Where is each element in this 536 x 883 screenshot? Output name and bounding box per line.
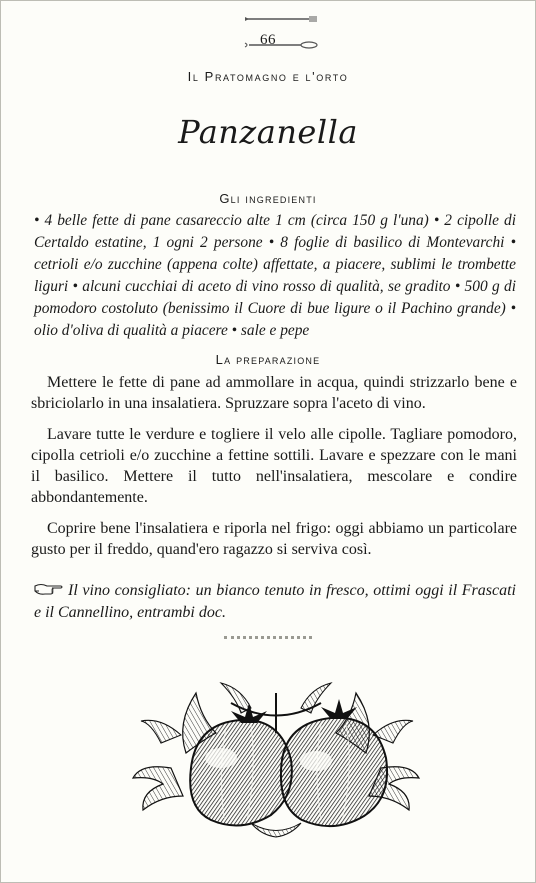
- preparation-text: [31, 372, 517, 570]
- ingredients-list: • 4 belle fette di pane casareccio alte 1 cm (circa 150 g l'una) • 2 cipolle di Certaldo estatine, 1 ogni 2 persone • 8 foglie di basilico di Montevarchi • cetrioli e/o zucchine (appena colte) affettate, a piacere, sublimi le trombette liguri • alcuni cucchiai di aceto di vino rosso di qualità, se gradito • 500 g di pomodoro costoluto (benissimo il Cuore di bue ligure o il Pachino grande) • olio d'oliva di qualità a piacere • sale e pepe: [34, 212, 516, 339]
- preparation-paragraph: Mettere le fette di pane ad ammollare in acqua, quindi strizzarlo bene e sbriciolarlo in una insalatiera. Spruzzare sopra l'aceto di vino.: [31, 374, 517, 412]
- preparation-paragraph: Coprire bene l'insalatiera e riporla nel frigo: oggi abbiamo un particolare gusto per il freddo, quand'ero ragazzo si serviva così.: [31, 520, 517, 558]
- pointing-hand-icon: [34, 582, 64, 596]
- running-head: Il Pratomagno e l'orto: [187, 69, 349, 84]
- wine-note-text: Il vino consigliato: un bianco tenuto in fresco, ottimi oggi il Frascati e il Cannellino, entrambi doc.: [34, 582, 516, 621]
- wine-note: [34, 580, 516, 624]
- page-number: 66: [260, 32, 276, 48]
- preparation-heading: La preparazione: [215, 352, 321, 367]
- ingredients-heading: Gli ingredienti: [219, 191, 317, 206]
- section-divider: [224, 636, 312, 639]
- preparation-paragraph: Lavare tutte le verdure e togliere il velo alle cipolle. Tagliare pomodoro, cipolla cetrioli e/o zucchine a fettine sottili. Lavare e spezzare con le mani il basilico. Mettere il tutto nell'insalatiera, mescolare e condire abbondantemente.: [31, 426, 517, 506]
- recipe-title: Panzanella: [178, 113, 358, 151]
- tomato-engraving-icon: [131, 673, 421, 838]
